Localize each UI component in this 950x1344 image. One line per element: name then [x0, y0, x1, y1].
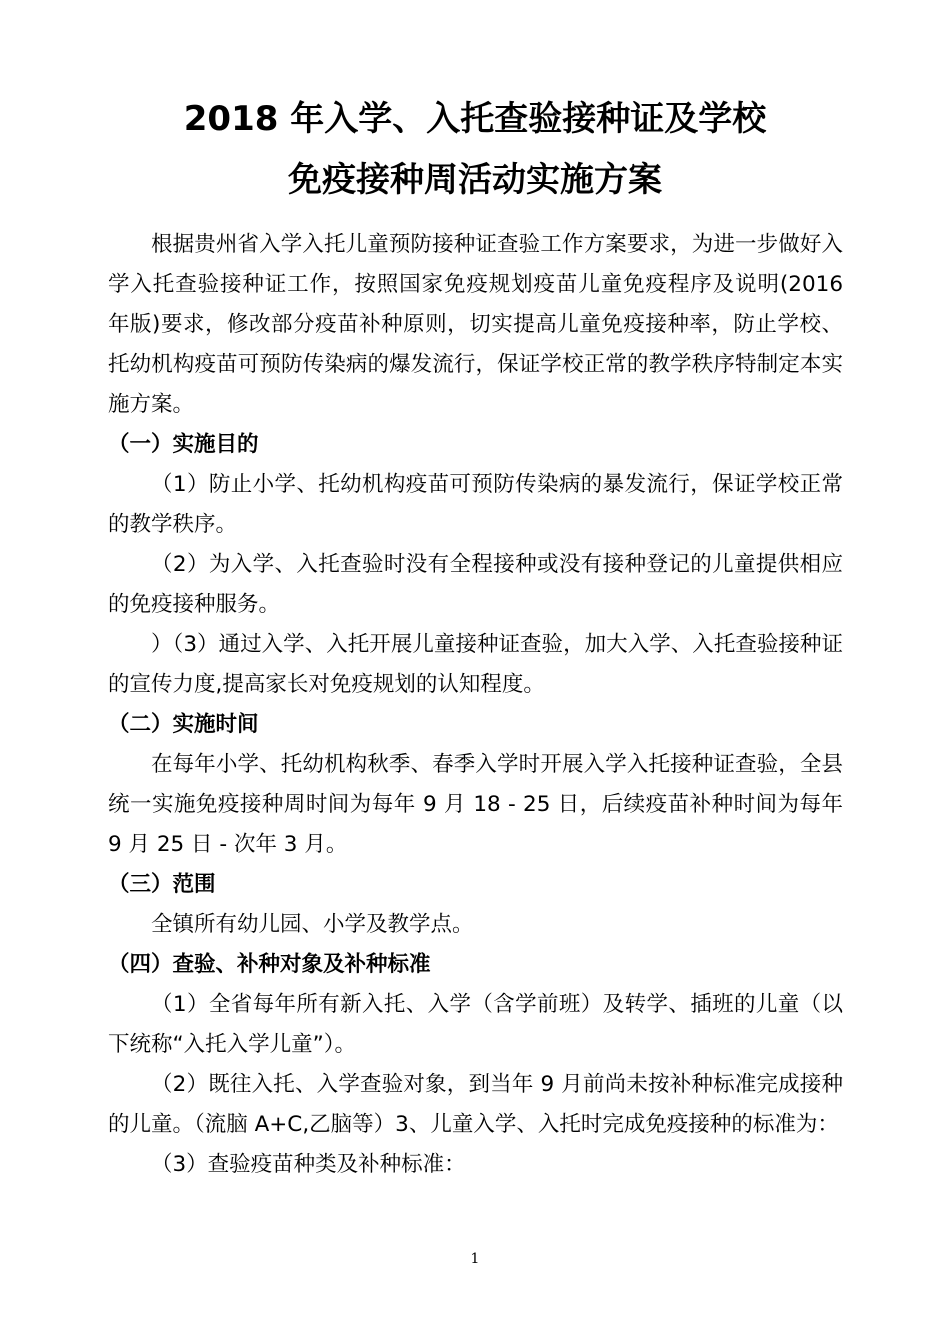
section-3-paragraph: 全镇所有幼儿园、小学及教学点。 — [151, 912, 474, 937]
intro-paragraph: 根据贵州省入学入托儿童预防接种证查验工作方案要求，为进一步做好入学入托查验接种证工作，按照国家免疫规划疫苗儿童免疫程序及说明(2016 年版)要求，修改部分疫苗补种原则，切实提高儿童免疫接种率，防止学校、托幼机构疫苗可预防传染病的爆发流行，保证学校正常的教学秩序特制定本实施方案。 — [108, 232, 843, 417]
document-body — [108, 225, 843, 1185]
section-4-item-2: （2）既往入托、入学查验对象，到当年 9 月前尚未按补种标准完成接种的儿童。（流脑 A+C,乙脑等）3、儿童入学、入托时完成免疫接种的标准为： — [108, 1072, 843, 1137]
section-1-item-2: （2）为入学、入托查验时没有全程接种或没有接种登记的儿童提供相应的免疫接种服务。 — [108, 552, 843, 617]
section-4-item-1: （1）全省每年所有新入托、入学（含学前班）及转学、插班的儿童（以下统称“入托入学儿童”）。 — [108, 992, 843, 1057]
document-title-line-1: 2018 年入学、入托查验接种证及学校 — [183, 99, 767, 139]
section-1-item-3: ）（3）通过入学、入托开展儿童接种证查验，加大入学、入托查验接种证的宣传力度,提高家长对免疫规划的认知程度。 — [108, 632, 843, 697]
section-3-heading: （三）范围 — [108, 872, 216, 897]
document-title-line-2: 免疫接种周活动实施方案 — [288, 160, 662, 200]
page-number: 1 — [470, 1251, 480, 1267]
section-4-heading: （四）查验、补种对象及补种标准 — [108, 952, 431, 977]
section-1-item-1: （1）防止小学、托幼机构疫苗可预防传染病的暴发流行，保证学校正常的教学秩序。 — [108, 472, 843, 537]
section-4-item-3: （3）查验疫苗种类及补种标准： — [151, 1152, 466, 1177]
section-2-paragraph: 在每年小学、托幼机构秋季、春季入学时开展入学入托接种证查验，全县统一实施免疫接种周时间为每年 9 月 18 - 25 日，后续疫苗补种时间为每年 9 月 25 日 - 次年 3 月。 — [108, 752, 843, 857]
section-2-heading: （二）实施时间 — [108, 712, 259, 737]
section-1-heading: （一）实施目的 — [108, 432, 259, 457]
